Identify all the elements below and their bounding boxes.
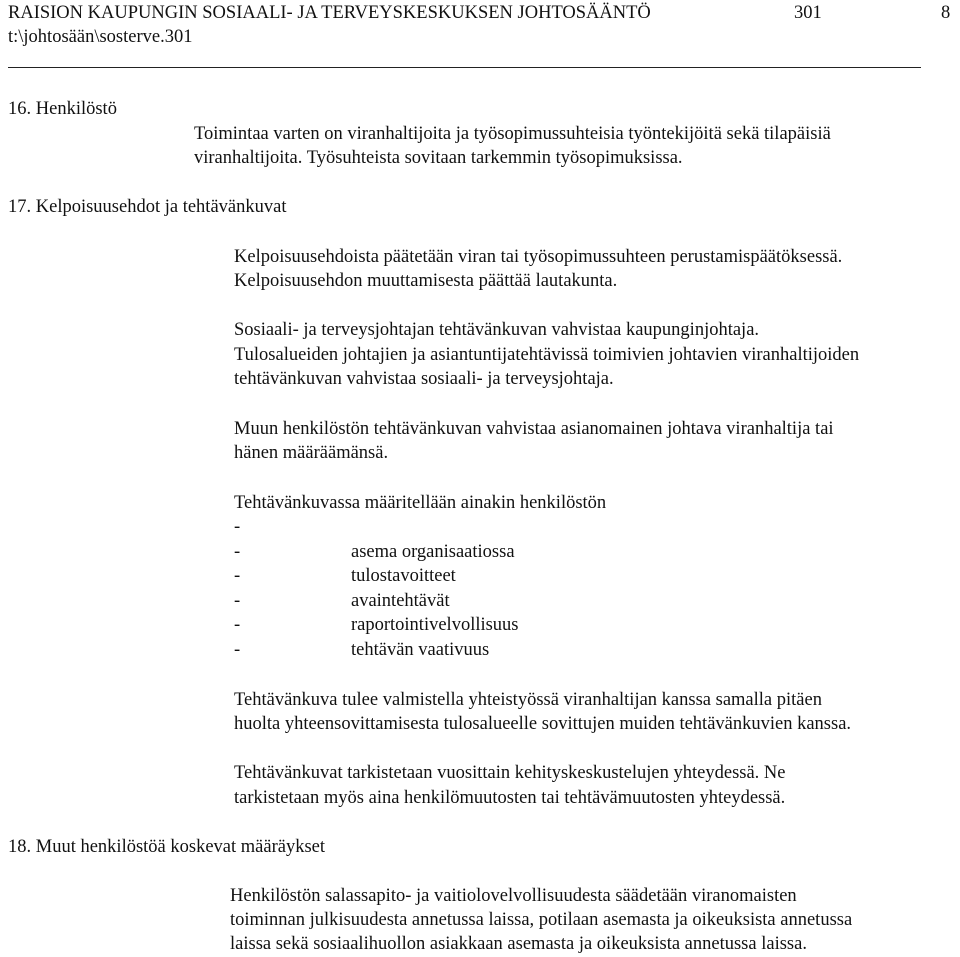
list-dash: - [234, 640, 241, 660]
section-18-text-line: laissa sekä sosiaalihuollon asiakkaan asemasta ja oikeuksista annetussa laissa. [230, 934, 807, 954]
section-17-text-line: Muun henkilöstön tehtävänkuvan vahvistaa asianomainen johtava viranhaltija tai [234, 419, 834, 439]
section-17-text-line: tarkistetaan myös aina henkilömuutosten tai tehtävämuutosten yhteydessä. [234, 788, 786, 808]
document-number: 301 [794, 3, 822, 23]
section-17-text-line: tehtävänkuvan vahvistaa sosiaali- ja terveysjohtaja. [234, 369, 614, 389]
list-item: tehtävän vaativuus [351, 640, 490, 660]
section-18-text-line: Henkilöstön salassapito- ja vaitiolovelvollisuudesta säädetään viranomaisten [230, 886, 797, 906]
list-dash: - [234, 566, 241, 586]
section-17-text-line: Kelpoisuusehdon muuttamisesta päättää lautakunta. [234, 271, 618, 291]
header-divider [8, 67, 921, 68]
section-17-text-line: Tehtävänkuva tulee valmistella yhteistyössä viranhaltijan kanssa samalla pitäen [234, 690, 822, 710]
section-18-text-line: toiminnan julkisuudesta annetussa laissa, potilaan asemasta ja oikeuksista annetussa [230, 910, 853, 930]
section-17-heading: 17. Kelpoisuusehdot ja tehtävänkuvat [8, 197, 287, 217]
section-17-text-line: Tehtävänkuvat tarkistetaan vuosittain kehityskeskustelujen yhteydessä. Ne [234, 763, 786, 783]
section-17-text-line: Kelpoisuusehdoista päätetään viran tai työsopimussuhteen perustamispäätöksessä. [234, 247, 843, 267]
list-item: asema organisaatiossa [351, 542, 515, 562]
section-17-text-line: huolta yhteensovittamisesta tulosalueelle sovittujen muiden tehtävänkuvien kanssa. [234, 714, 852, 734]
list-dash: - [234, 542, 241, 562]
list-dash: - [234, 517, 241, 537]
section-18-heading: 18. Muut henkilöstöä koskevat määräykset [8, 837, 326, 857]
section-16-heading: 16. Henkilöstö [8, 99, 117, 119]
document-title: RAISION KAUPUNGIN SOSIAALI- JA TERVEYSKESKUKSEN JOHTOSÄÄNTÖ [8, 3, 651, 23]
file-path: t:\johtosään\sosterve.301 [8, 27, 193, 47]
list-dash: - [234, 615, 241, 635]
section-17-text-line: hänen määräämänsä. [234, 443, 389, 463]
section-16-text-line: Toimintaa varten on viranhaltijoita ja työsopimussuhteisia työntekijöitä sekä tilapäisiä [194, 124, 831, 144]
list-dash: - [234, 591, 241, 611]
section-17-text-line: Sosiaali- ja terveysjohtajan tehtävänkuvan vahvistaa kaupunginjohtaja. [234, 320, 760, 340]
page-number: 8 [941, 3, 951, 23]
section-17-list-intro: Tehtävänkuvassa määritellään ainakin henkilöstön [234, 493, 607, 513]
list-item: raportointivelvollisuus [351, 615, 519, 635]
section-16-text-line: viranhaltijoita. Työsuhteista sovitaan tarkemmin työsopimuksissa. [194, 148, 683, 168]
list-item: avaintehtävät [351, 591, 450, 611]
section-17-text-line: Tulosalueiden johtajien ja asiantuntijatehtävissä toimivien johtavien viranhaltijoiden [234, 345, 860, 365]
list-item: tulostavoitteet [351, 566, 456, 586]
